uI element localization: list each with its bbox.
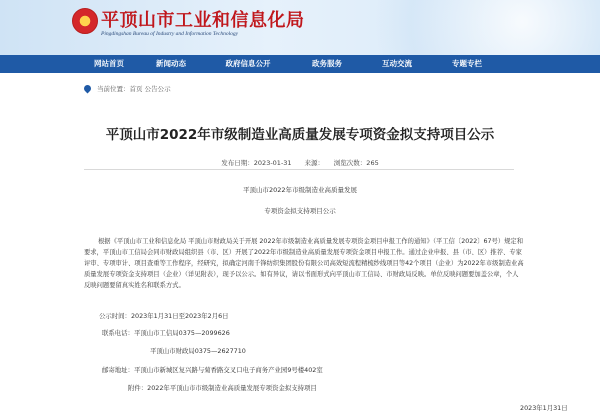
- nav-item-home[interactable]: 网站首页: [94, 59, 124, 68]
- mailing-address: 邮寄地址：平顶山市新城区复兴路与菊香路交叉口电子商务产业园9号楼402室: [102, 366, 323, 374]
- header-decoration: [340, 0, 600, 55]
- notice-period: 公示时间：2023年1月31日至2023年2月6日: [99, 312, 229, 320]
- site-title[interactable]: 平顶山市工业和信息化局: [101, 10, 305, 31]
- nav-item-news[interactable]: 新闻动态: [156, 59, 186, 68]
- contact-phone-2: 平顶山市财政局0375—2627710: [150, 347, 246, 355]
- breadcrumb: [84, 83, 171, 95]
- nav-item-gov-info[interactable]: 政府信息公开: [225, 59, 271, 68]
- article-subtitle-1: 平顶山市2022年市级制造业高质量发展: [242, 186, 358, 194]
- contact-phone-1: 联系电话：平顶山市工信局0375—2099626: [102, 329, 230, 337]
- article-subtitle-2: 专项资金拟支持项目公示: [264, 207, 336, 215]
- divider: [84, 169, 514, 170]
- article-title: 平顶山市2022年市级制造业高质量发展专项资金拟支持项目公示: [105, 127, 495, 143]
- nav-item-topics[interactable]: 专题专栏: [452, 59, 482, 68]
- nav-item-services[interactable]: 政务服务: [312, 59, 342, 68]
- location-pin-icon: [83, 84, 93, 94]
- site-header: [0, 0, 600, 55]
- breadcrumb-text[interactable]: 当前位置：首页 公告公示: [97, 85, 171, 93]
- signature-date: 2023年1月31日: [520, 404, 568, 412]
- national-emblem-icon: [72, 8, 98, 34]
- article-body: 根据《平顶山市工业和信息化局 平顶山市财政局关于开展 2022年市级制造业高质量发展专项资金项目申报工作的通知》（平工信〔2022〕67号）规定和要求，平顶山市工信局会同市财政局组织县（市、区）开展了2022年市级制造业高质量发展专项资金项目申报工作。通过企业申报、县（市、区）推荐、专家评审、专项审计、项目查重等工作程序，经研究，拟确定河南千锋纺织集团股份有限公司高效短流程精梳纱线项目等42个项目（企业）为2022年市级制造业高质量发展专项资金支持项目（企业）（详见附表），现予以公示。如有异议，请以书面形式向平顶山市工信局、市财政局反映。单位反映问题要加盖公章，个人反映问题要留真实姓名和联系方式。: [84, 238, 524, 289]
- site-subtitle: Pingdingshan Bureau of Industry and Information Technology: [101, 31, 239, 37]
- nav-item-interaction[interactable]: 互动交流: [382, 59, 412, 68]
- attachment-link[interactable]: 附件：2022年平顶山市市级制造业高质量发展专项资金拟支持项目: [128, 384, 317, 392]
- main-nav: [0, 55, 600, 73]
- article-meta: 发布日期：2023-01-31 来源： 浏览次数：265: [221, 159, 379, 167]
